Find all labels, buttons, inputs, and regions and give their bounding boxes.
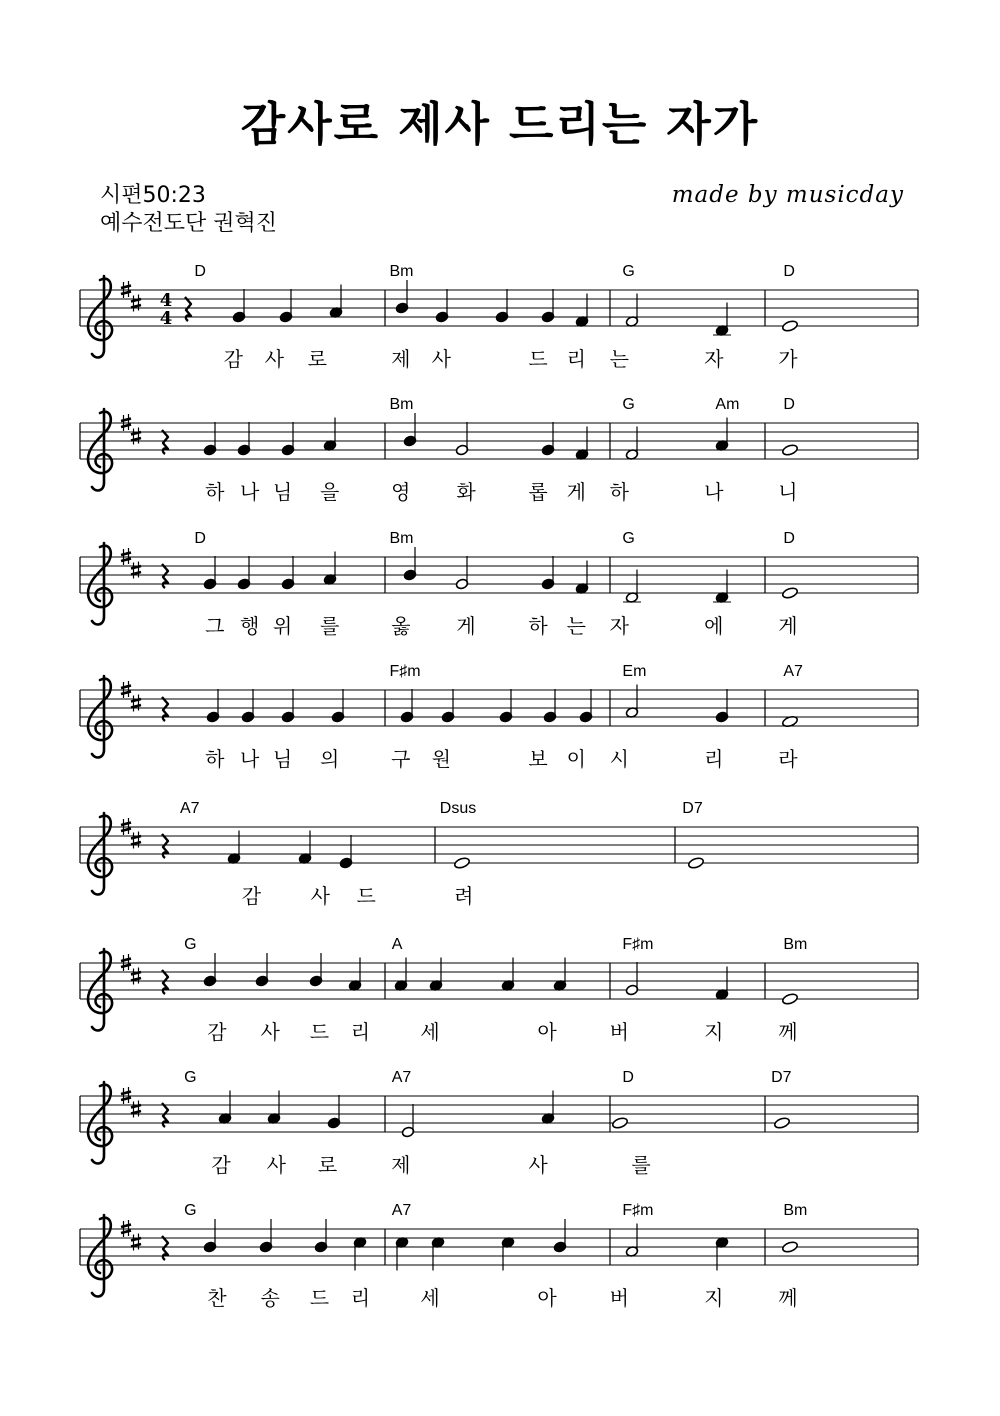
lyric-syllable: 버 — [609, 1286, 629, 1310]
staff-system — [80, 263, 918, 371]
note-head — [612, 1116, 629, 1129]
lyric-syllable: 보 — [528, 747, 548, 771]
chord-symbol: Bm — [389, 396, 414, 413]
lyric-syllable: 나 — [240, 747, 260, 771]
lyric-syllable: 롭 — [528, 480, 548, 504]
lyric-syllable: 게 — [778, 614, 798, 638]
chord-symbol: D7 — [771, 1069, 792, 1086]
lyric-syllable: 옳 — [391, 614, 411, 638]
scripture-reference: 시편50:23 — [100, 183, 206, 208]
chord-symbol: A7 — [783, 663, 803, 680]
song-title: 감사로 제사 드리는 자가 — [240, 97, 760, 151]
sharp-icon — [131, 428, 141, 445]
note-head — [688, 856, 705, 869]
lyric-syllable: 사 — [266, 1153, 287, 1177]
sharp-icon — [131, 968, 141, 985]
lyric-syllable: 께 — [778, 1020, 798, 1044]
lyric-syllable: 로 — [307, 347, 328, 371]
chord-symbol: D — [783, 396, 795, 413]
lyric-syllable: 리 — [566, 347, 586, 371]
time-signature-bottom: 4 — [159, 308, 173, 329]
lyric-syllable: 하 — [205, 480, 225, 504]
sharp-icon — [131, 1234, 141, 1251]
sharp-icon — [131, 295, 141, 312]
arranger-credit: made by musicday — [671, 182, 904, 208]
composer: 예수전도단 권혁진 — [100, 211, 278, 236]
lyric-syllable: 님 — [272, 480, 293, 504]
lyric-syllable: 사 — [528, 1153, 548, 1177]
lyric-syllable: 사 — [260, 1020, 280, 1044]
lyric-syllable: 송 — [260, 1286, 280, 1310]
lyric-syllable: 께 — [778, 1286, 798, 1310]
chord-symbol: D — [783, 530, 795, 547]
lyric-syllable: 원 — [431, 747, 451, 771]
chord-symbol: Am — [715, 396, 740, 413]
chord-symbol: A7 — [391, 1069, 412, 1086]
note-head — [782, 443, 799, 456]
note-head — [774, 1116, 791, 1129]
chord-symbol: Dsus — [439, 800, 477, 817]
chord-symbol: G — [622, 396, 635, 413]
lyric-syllable: 감 — [223, 347, 243, 371]
lyric-syllable: 하 — [528, 614, 548, 638]
staff-system — [80, 800, 918, 908]
lyric-syllable: 행 — [240, 614, 260, 638]
staff-system — [80, 936, 918, 1044]
chord-symbol: Bm — [783, 936, 808, 953]
lyric-syllable: 자 — [609, 614, 629, 638]
chord-symbol: A7 — [180, 800, 200, 817]
chord-symbol: G — [622, 263, 635, 280]
lyric-syllable: 나 — [704, 480, 724, 504]
chord-symbol: Bm — [389, 530, 414, 547]
lyric-syllable: 찬 — [207, 1286, 227, 1310]
chord-symbol: D — [194, 263, 206, 280]
lyric-syllable: 나 — [240, 480, 260, 504]
lyric-syllable: 세 — [420, 1286, 440, 1310]
chord-symbol: G — [184, 1069, 197, 1086]
lyric-syllable: 를 — [631, 1153, 651, 1177]
chord-symbol: Bm — [783, 1202, 808, 1219]
lyric-syllable: 사 — [264, 347, 284, 371]
lyric-syllable: 버 — [609, 1020, 629, 1044]
note-head — [782, 319, 799, 332]
score-systems — [80, 263, 918, 1310]
lyric-syllable: 로 — [317, 1153, 338, 1177]
note-head — [782, 586, 799, 599]
lyric-syllable: 구 — [391, 747, 411, 771]
lyric-syllable: 영 — [391, 480, 411, 504]
lyric-syllable: 사 — [431, 347, 451, 371]
lyric-syllable: 제 — [391, 1153, 411, 1177]
lyric-syllable: 드 — [309, 1020, 330, 1044]
lyric-syllable: 드 — [309, 1286, 330, 1310]
chord-symbol: A7 — [391, 1202, 412, 1219]
staff-system — [80, 530, 918, 638]
lyric-syllable: 게 — [566, 480, 586, 504]
note-head — [782, 1240, 799, 1253]
time-signature-top: 4 — [159, 290, 173, 311]
lyric-syllable: 는 — [609, 347, 629, 371]
lyric-syllable: 감 — [241, 884, 262, 908]
chord-symbol: D — [194, 530, 206, 547]
lyric-syllable: 리 — [350, 1286, 371, 1310]
lyric-syllable: 지 — [704, 1020, 724, 1044]
lyric-syllable: 이 — [566, 747, 586, 771]
lyric-syllable: 는 — [566, 614, 586, 638]
lyric-syllable: 사 — [310, 884, 330, 908]
lyric-syllable: 을 — [319, 480, 340, 504]
lyric-syllable: 아 — [537, 1020, 557, 1044]
chord-symbol: Em — [622, 663, 647, 680]
chord-symbol: D — [783, 263, 795, 280]
chord-symbol: F♯m — [622, 936, 654, 953]
lyric-syllable: 리 — [704, 747, 724, 771]
lyric-syllable: 니 — [778, 480, 798, 504]
lyric-syllable: 가 — [778, 347, 798, 371]
lyric-syllable: 제 — [391, 347, 411, 371]
sharp-icon — [131, 695, 141, 712]
chord-symbol: A — [391, 936, 403, 953]
lyric-syllable: 하 — [609, 480, 629, 504]
lyric-syllable: 드 — [356, 884, 376, 908]
lyric-syllable: 려 — [454, 884, 474, 908]
staff-system — [80, 1202, 918, 1310]
lyric-syllable: 감 — [207, 1020, 227, 1044]
lyric-syllable: 화 — [456, 480, 476, 504]
sharp-icon — [131, 1101, 141, 1118]
lyric-syllable: 시 — [609, 747, 629, 771]
lyric-syllable: 의 — [319, 747, 340, 771]
chord-symbol: G — [622, 530, 635, 547]
lyric-syllable: 위 — [272, 614, 293, 638]
lyric-syllable: 드 — [528, 347, 548, 371]
lyric-syllable: 자 — [704, 347, 724, 371]
note-head — [454, 856, 471, 869]
chord-symbol: D7 — [682, 800, 703, 817]
lyric-syllable: 하 — [205, 747, 225, 771]
lyric-syllable: 지 — [704, 1286, 724, 1310]
chord-symbol: G — [184, 1202, 197, 1219]
lyric-syllable: 아 — [537, 1286, 557, 1310]
staff-system — [80, 663, 918, 771]
lyric-syllable: 님 — [272, 747, 293, 771]
lyric-syllable: 에 — [704, 614, 724, 638]
chord-symbol: Bm — [389, 263, 414, 280]
lyric-syllable: 감 — [211, 1153, 231, 1177]
lyric-syllable: 리 — [350, 1020, 371, 1044]
lyric-syllable: 게 — [456, 614, 476, 638]
lyric-syllable: 라 — [778, 747, 798, 771]
chord-symbol: F♯m — [389, 663, 421, 680]
lyric-syllable: 그 — [205, 614, 225, 638]
chord-symbol: F♯m — [622, 1202, 654, 1219]
staff-system — [80, 1069, 918, 1177]
sharp-icon — [131, 832, 141, 849]
lyric-syllable: 세 — [420, 1020, 440, 1044]
chord-symbol: D — [622, 1069, 634, 1086]
note-head — [782, 992, 799, 1005]
lyric-syllable: 를 — [319, 614, 340, 638]
chord-symbol: G — [184, 936, 197, 953]
staff-system — [80, 396, 918, 504]
sharp-icon — [131, 562, 141, 579]
